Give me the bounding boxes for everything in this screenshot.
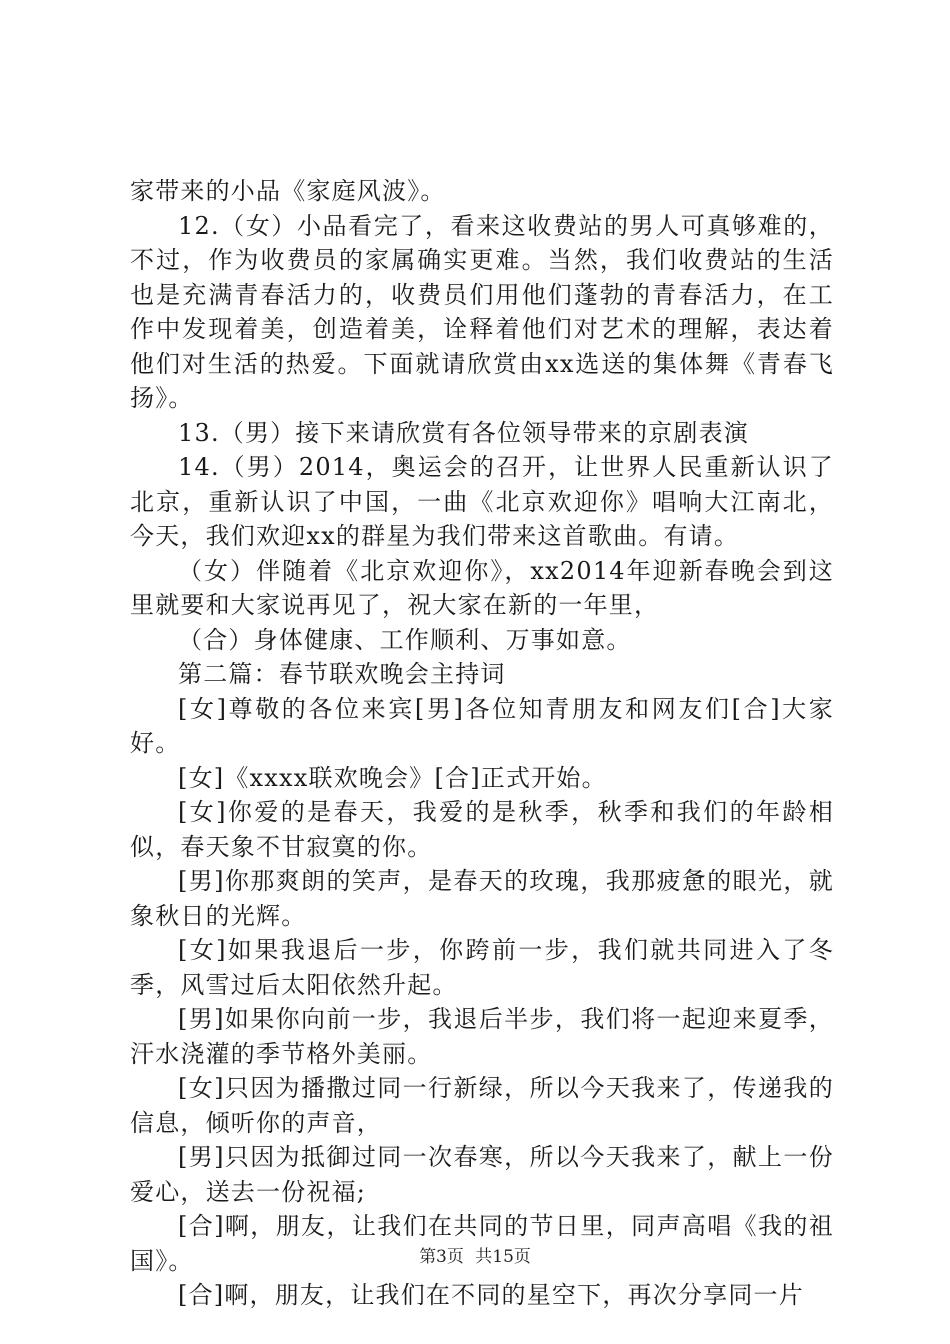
document-body [130,174,834,1313]
paragraph-winter: [女]如果我退后一步，你跨前一步，我们就共同进入了冬季，风雪过后太阳依然升起。 [130,936,834,999]
paragraph-14: 14.（男）2014，奥运会的召开，让世界人民重新认识了北京，重新认识了中国，一曲《北京欢迎你》唱响大江南北，今天，我们欢迎xx的群星为我们带来这首歌曲。有请。 [130,453,834,550]
page-footer [0,1242,950,1267]
paragraph-opening: [女]《xxxx联欢晚会》[合]正式开始。 [178,763,607,792]
paragraph-new-green: [女]只因为播撒过同一行新绿，所以今天我来了，传递我的信息，倾听你的声音， [130,1074,834,1137]
paragraph-laughter: [男]你那爽朗的笑声，是春天的玫瑰，我那疲惫的眼光，就象秋日的光辉。 [130,867,834,930]
paragraph-starry-sky: [合]啊，朋友，让我们在不同的星空下，再次分享同一片 [178,1281,804,1309]
paragraph-spring-cold: [男]只因为抵御过同一次春寒，所以今天我来了，献上一份爱心，送去一份祝福; [130,1143,834,1206]
paragraph-together-wishes: （合）身体健康、工作顺利、万事如意。 [178,625,632,654]
paragraph-motherland: [合]啊，朋友，让我们在共同的节日里，同声高唱《我的祖国》。 [130,1212,834,1275]
section-heading: 第二篇：春节联欢晚会主持词 [178,660,506,688]
page-total: 共15页 [475,1247,531,1267]
paragraph-continuation: 家带来的小品《家庭风波》。 [130,177,446,205]
page-number: 第3页 [419,1247,464,1267]
paragraph-13: 13.（男）接下来请欣赏有各位领导带来的京剧表演 [178,418,749,447]
paragraph-female-farewell: （女）伴随着《北京欢迎你》，xx2014年迎新春晚会到这里就要和大家说再见了，祝大家在新的一年里， [130,556,834,619]
paragraph-spring-autumn: [女]你爱的是春天，我爱的是秋季，秋季和我们的年龄相似，春天象不甘寂寞的你。 [130,798,834,861]
paragraph-summer: [男]如果你向前一步，我退后半步，我们将一起迎来夏季，汗水浇灌的季节格外美丽。 [130,1005,834,1068]
paragraph-greeting: [女]尊敬的各位来宾[男]各位知青朋友和网友们[合]大家好。 [130,694,834,757]
paragraph-12: 12.（女）小品看完了，看来这收费站的男人可真够难的，不过，作为收费员的家属确实更难。当然，我们收费站的生活也是充满青春活力的，收费员们用他们蓬勃的青春活力，在工作中发现着美，创造着美，诠释着他们对艺术的理解，表达着他们对生活的热爱。下面就请欣赏由xx选送的集体舞《青春飞扬》。 [130,211,834,412]
